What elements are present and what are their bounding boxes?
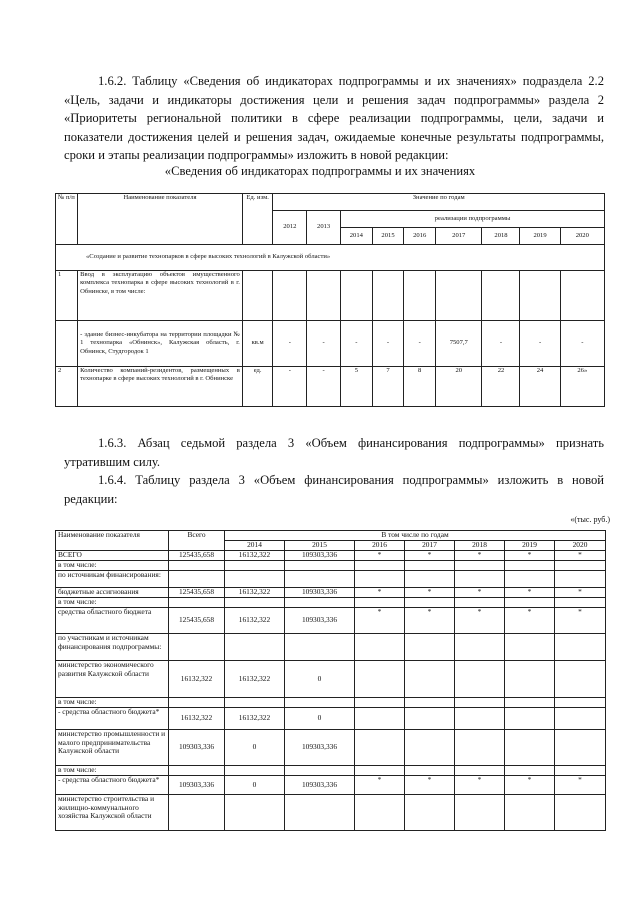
fin-row-value <box>505 795 555 831</box>
fin-row-total: 109303,336 <box>169 730 225 766</box>
fin-row-value <box>285 795 355 831</box>
fin-table-row <box>56 608 606 634</box>
year-2015: 2015 <box>372 228 404 245</box>
fin-row-name: в том числе: <box>56 598 169 608</box>
fin-row-value <box>405 795 455 831</box>
fin-row-value <box>285 561 355 571</box>
fin-row-value <box>355 795 405 831</box>
fin-row-value <box>405 561 455 571</box>
indicators-table <box>55 193 605 407</box>
fin-row-value: 109303,336 <box>285 776 355 795</box>
year-2017: 2017 <box>436 228 482 245</box>
fin-row-value: 109303,336 <box>285 730 355 766</box>
fin-row-value <box>455 598 505 608</box>
fin-row-value: * <box>355 551 405 561</box>
row-1a-value: - <box>560 321 604 367</box>
header-realization: реализации подпрограммы <box>341 211 605 228</box>
fin-row-name: министерство экономического развития Калужской области <box>56 661 169 698</box>
row-1a-name: - здание бизнес-инкубатора на территории площадки № 1 технопарка «Обнинск», Калужская область, г. Обнинск, Студгородок 1 <box>78 321 243 367</box>
fin-table-row <box>56 598 606 608</box>
fin-row-value <box>355 571 405 588</box>
financing-table-body <box>56 551 606 831</box>
fin-row-value <box>355 661 405 698</box>
row-2-value: 5 <box>341 367 373 407</box>
row-1a-unit: кв.м <box>242 321 273 367</box>
fin-row-value <box>455 708 505 730</box>
fin-row-value <box>355 561 405 571</box>
fin-row-value: * <box>405 776 455 795</box>
header-values-by-year: Значение по годам <box>273 194 605 211</box>
fin-row-value: * <box>455 608 505 634</box>
fin-row-value <box>405 698 455 708</box>
fin-row-value <box>505 561 555 571</box>
fin-row-value: 109303,336 <box>285 588 355 598</box>
year-2020: 2020 <box>560 228 604 245</box>
fin-table-row <box>56 588 606 598</box>
row-2-unit: ед. <box>242 367 273 407</box>
fin-row-value <box>225 766 285 776</box>
fin-row-name: по источникам финансирования: <box>56 571 169 588</box>
row-1a-value: - <box>273 321 307 367</box>
fin-row-name: министерство промышленности и малого предпринимательства Калужской области <box>56 730 169 766</box>
fin-row-value <box>355 730 405 766</box>
fin-row-value: * <box>355 608 405 634</box>
year-2012: 2012 <box>273 211 307 245</box>
fin-row-value <box>555 598 606 608</box>
fin-row-total: 125435,658 <box>169 551 225 561</box>
fin-header-total: Всего <box>169 531 225 551</box>
row-1-number: 1 <box>56 271 78 321</box>
fin-row-value <box>405 766 455 776</box>
fin-row-name: в том числе: <box>56 561 169 571</box>
row-1a-value: - <box>307 321 341 367</box>
fin-row-value <box>555 661 606 698</box>
fin-row-value <box>285 634 355 661</box>
fin-row-value <box>505 598 555 608</box>
fin-row-value: * <box>505 588 555 598</box>
fin-row-total <box>169 598 225 608</box>
fin-row-value <box>505 766 555 776</box>
fin-row-value <box>285 766 355 776</box>
row-1a-value: - <box>372 321 404 367</box>
fin-row-total <box>169 634 225 661</box>
fin-table-row <box>56 561 606 571</box>
fin-row-value <box>455 661 505 698</box>
fin-row-value <box>355 698 405 708</box>
fin-row-value <box>225 561 285 571</box>
fin-row-value: 0 <box>285 708 355 730</box>
fin-table-row <box>56 766 606 776</box>
fin-row-value: 16132,322 <box>225 708 285 730</box>
fin-row-value <box>405 661 455 698</box>
fin-row-value <box>455 795 505 831</box>
row-2-name: Количество компаний-резидентов, размещенных в технопарке в сфере высоких технологий в г. Обнинске <box>78 367 243 407</box>
fin-row-value <box>455 571 505 588</box>
fin-row-value <box>355 766 405 776</box>
financing-table <box>55 530 606 831</box>
row-2-value: 8 <box>404 367 436 407</box>
fin-row-value <box>285 698 355 708</box>
row-2-value: 24 <box>520 367 560 407</box>
fin-row-value: * <box>455 588 505 598</box>
row-1a-value: 7507,7 <box>436 321 482 367</box>
fin-row-value <box>225 795 285 831</box>
fin-year-2019: 2019 <box>505 541 555 551</box>
fin-row-value: * <box>555 551 606 561</box>
fin-row-total: 125435,658 <box>169 608 225 634</box>
fin-row-value <box>505 698 555 708</box>
fin-row-value <box>505 730 555 766</box>
fin-row-value: * <box>355 776 405 795</box>
fin-row-value <box>405 571 455 588</box>
fin-row-value <box>555 561 606 571</box>
fin-row-value <box>405 730 455 766</box>
fin-year-2020: 2020 <box>555 541 606 551</box>
fin-row-total <box>169 571 225 588</box>
fin-row-name: - средства областного бюджета* <box>56 776 169 795</box>
fin-row-value: 109303,336 <box>285 608 355 634</box>
section-row: «Создание и развитие технопарков в сфере высоких технологий в Калужской области» <box>56 245 605 271</box>
fin-row-value: * <box>555 588 606 598</box>
unit-note: «(тыс. руб.) <box>570 515 610 524</box>
fin-row-total: 16132,322 <box>169 708 225 730</box>
fin-header-years: В том числе по годам <box>225 531 606 541</box>
fin-row-value <box>505 661 555 698</box>
fin-row-value <box>505 571 555 588</box>
fin-year-2015: 2015 <box>285 541 355 551</box>
fin-row-total <box>169 561 225 571</box>
fin-row-total <box>169 795 225 831</box>
fin-row-value: * <box>405 588 455 598</box>
fin-header-name: Наименование показателя <box>56 531 169 551</box>
fin-row-value: * <box>455 776 505 795</box>
fin-table-row <box>56 571 606 588</box>
fin-row-value: * <box>555 776 606 795</box>
year-2018: 2018 <box>482 228 520 245</box>
fin-year-2014: 2014 <box>225 541 285 551</box>
fin-row-value <box>555 730 606 766</box>
row-2-value: 26» <box>560 367 604 407</box>
fin-row-value: 109303,336 <box>285 551 355 561</box>
year-2016: 2016 <box>404 228 436 245</box>
fin-table-row <box>56 661 606 698</box>
fin-row-value <box>225 571 285 588</box>
fin-row-value <box>455 561 505 571</box>
fin-row-name: министерство строительства и жилищно-коммунального хозяйства Калужской области <box>56 795 169 831</box>
fin-table-row <box>56 776 606 795</box>
fin-row-value <box>455 730 505 766</box>
paragraph-1-6-4: 1.6.4. Таблицу раздела 3 «Объем финансирования подпрограммы» изложить в новой редакции: <box>64 473 604 506</box>
fin-row-value <box>555 698 606 708</box>
fin-row-value: * <box>505 551 555 561</box>
fin-row-value <box>455 698 505 708</box>
fin-row-value: * <box>405 551 455 561</box>
fin-row-value <box>225 598 285 608</box>
fin-row-value: * <box>355 588 405 598</box>
fin-row-value: * <box>505 776 555 795</box>
fin-row-value: 0 <box>285 661 355 698</box>
fin-row-total: 16132,322 <box>169 661 225 698</box>
year-2019: 2019 <box>520 228 560 245</box>
row-2-value: - <box>307 367 341 407</box>
fin-row-value: 0 <box>225 776 285 795</box>
fin-row-value: * <box>505 608 555 634</box>
row-1a-value: - <box>404 321 436 367</box>
fin-row-value <box>285 598 355 608</box>
fin-table-row <box>56 730 606 766</box>
fin-row-name: в том числе: <box>56 766 169 776</box>
fin-row-value: 0 <box>225 730 285 766</box>
year-2014: 2014 <box>341 228 373 245</box>
fin-table-row <box>56 551 606 561</box>
fin-row-value <box>455 634 505 661</box>
fin-row-value <box>555 708 606 730</box>
fin-row-value <box>405 708 455 730</box>
row-1-name: Ввод в эксплуатацию объектов имущественного комплекса технопарка в сфере высоких технологий в г. Обнинске, в том числе: <box>78 271 243 321</box>
fin-row-value <box>555 634 606 661</box>
paragraph-1-6-3: 1.6.3. Абзац седьмой раздела 3 «Объем финансирования подпрограммы» признать утратившим силу. <box>64 436 604 469</box>
fin-row-value: * <box>555 608 606 634</box>
fin-row-value <box>225 634 285 661</box>
fin-row-value <box>555 571 606 588</box>
fin-row-value: * <box>455 551 505 561</box>
fin-row-value: 16132,322 <box>225 661 285 698</box>
fin-row-value <box>225 698 285 708</box>
row-2-value: 22 <box>482 367 520 407</box>
header-number: № п/п <box>56 194 78 245</box>
row-2-number: 2 <box>56 367 78 407</box>
fin-row-value <box>555 795 606 831</box>
fin-row-value: 16132,322 <box>225 588 285 598</box>
row-2-value: 20 <box>436 367 482 407</box>
row-2-value: 7 <box>372 367 404 407</box>
fin-row-total <box>169 766 225 776</box>
fin-row-value <box>455 766 505 776</box>
fin-row-total <box>169 698 225 708</box>
fin-row-value <box>285 571 355 588</box>
fin-row-name: в том числе: <box>56 698 169 708</box>
fin-year-2018: 2018 <box>455 541 505 551</box>
fin-row-value: 16132,322 <box>225 608 285 634</box>
fin-row-value <box>555 766 606 776</box>
fin-table-row <box>56 698 606 708</box>
fin-row-value <box>355 708 405 730</box>
fin-row-value <box>355 598 405 608</box>
row-1a-value: - <box>341 321 373 367</box>
fin-row-name: бюджетные ассигнования <box>56 588 169 598</box>
fin-table-row <box>56 634 606 661</box>
year-2013: 2013 <box>307 211 341 245</box>
fin-year-2017: 2017 <box>405 541 455 551</box>
header-unit: Ед. изм. <box>242 194 273 245</box>
fin-year-2016: 2016 <box>355 541 405 551</box>
fin-row-value: * <box>405 608 455 634</box>
fin-row-value <box>405 598 455 608</box>
paragraph-1-6-2: 1.6.2. Таблицу «Сведения об индикаторах подпрограммы и их значениях» подраздела 2.2 «Цель, задачи и индикаторы достижения цели и решения задач подпрограммы» раздела 2 «Приоритеты региональной политики в сфере реализации подпрограммы, цели, задачи и показатели достижения целей и решения задач, ожидаемые конечные результаты подпрограммы, сроки и этапы реализации подпрограммы» изложить в новой редакции: <box>64 74 604 162</box>
fin-row-total: 125435,658 <box>169 588 225 598</box>
fin-table-row <box>56 795 606 831</box>
fin-row-name: - средства областного бюджета* <box>56 708 169 730</box>
table1-title: «Сведения об индикаторах подпрограммы и их значениях <box>164 164 476 178</box>
fin-row-value: 16132,322 <box>225 551 285 561</box>
fin-row-name: по участникам и источникам финансирования подпрограммы: <box>56 634 169 661</box>
fin-row-total: 109303,336 <box>169 776 225 795</box>
row-1a-value: - <box>520 321 560 367</box>
fin-row-value <box>505 708 555 730</box>
fin-row-name: средства областного бюджета <box>56 608 169 634</box>
fin-row-value <box>355 634 405 661</box>
header-indicator-name: Наименование показателя <box>78 194 243 245</box>
fin-row-value <box>505 634 555 661</box>
fin-row-name: ВСЕГО <box>56 551 169 561</box>
fin-row-value <box>405 634 455 661</box>
row-1a-value: - <box>482 321 520 367</box>
row-2-value: - <box>273 367 307 407</box>
fin-table-row <box>56 708 606 730</box>
